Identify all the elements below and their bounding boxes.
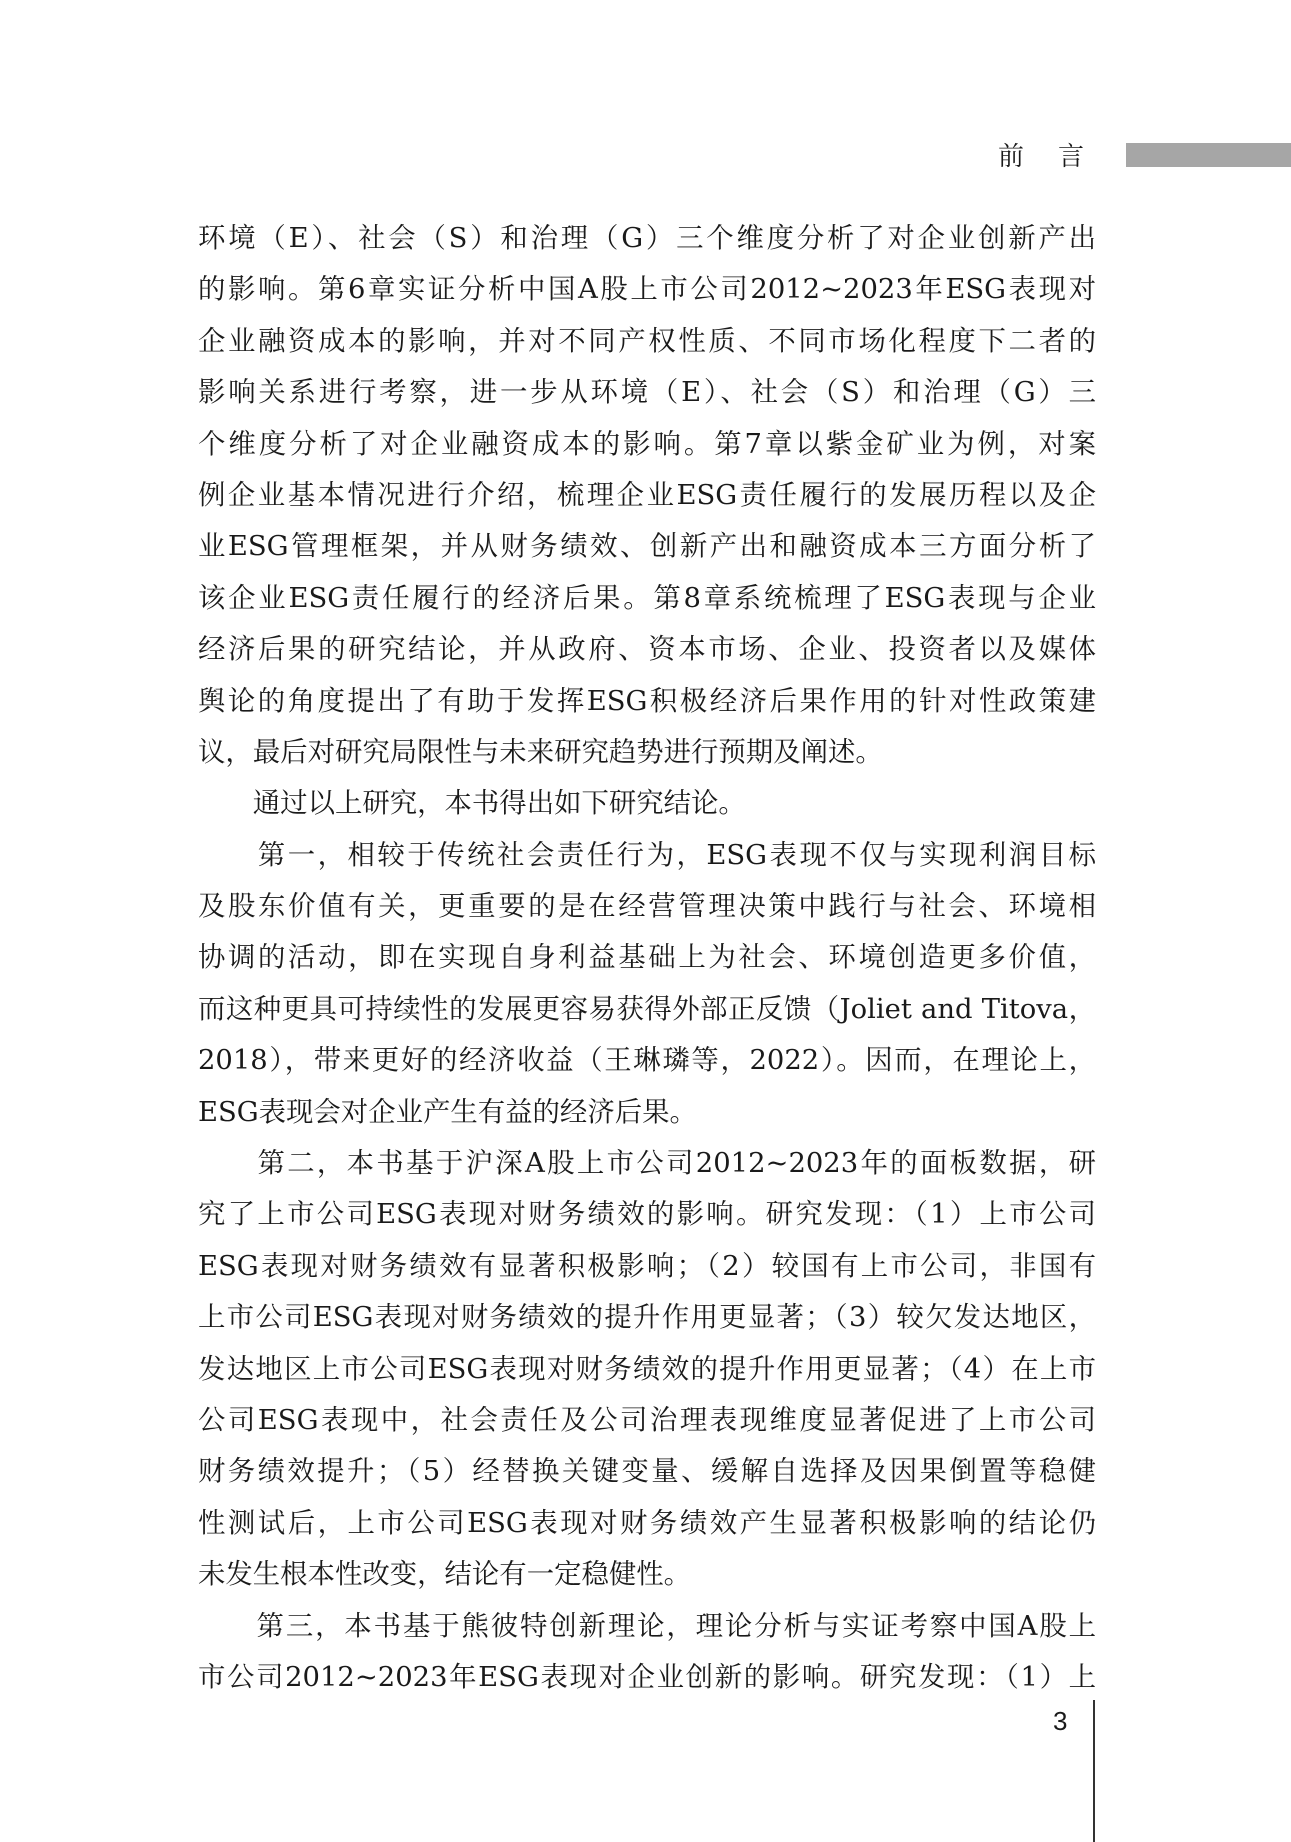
body-text [198,213,1096,1703]
text-line: 例企业基本情况进行介绍，梳理企业ESG责任履行的发展历程以及企 [198,479,1096,511]
text-line: 未发生根本性改变，结论有一定稳健性。 [198,1559,692,1591]
text-line: ESG表现对财务绩效有显著积极影响；（2）较国有上市公司，非国有 [198,1250,1096,1282]
text-line: 2018），带来更好的经济收益（王琳璘等，2022）。因而，在理论上， [198,1045,1096,1077]
page-number-rule [1093,1700,1095,1842]
text-line: 通过以上研究，本书得出如下研究结论。 [198,788,746,820]
text-line: 协调的活动，即在实现自身利益基础上为社会、环境创造更多价值， [198,942,1096,974]
text-line: 企业融资成本的影响，并对不同产权性质、不同市场化程度下二者的 [198,325,1096,357]
text-line: 及股东价值有关，更重要的是在经营管理决策中践行与社会、环境相 [198,891,1096,923]
header-accent-bar [1126,143,1291,167]
text-line: 究了上市公司ESG表现对财务绩效的影响。研究发现：（1）上市公司 [198,1199,1096,1231]
text-line: 舆论的角度提出了有助于发挥ESG积极经济后果作用的针对性政策建 [198,685,1096,717]
text-line: 经济后果的研究结论，并从政府、资本市场、企业、投资者以及媒体 [198,634,1096,666]
text-line: 第三，本书基于熊彼特创新理论，理论分析与实证考察中国A股上 [198,1610,1096,1642]
text-line: 财务绩效提升；（5）经替换关键变量、缓解自选择及因果倒置等稳健 [198,1456,1096,1488]
text-line: 第一，相较于传统社会责任行为，ESG表现不仅与实现利润目标 [198,839,1096,871]
text-line: 而这种更具可持续性的发展更容易获得外部正反馈（Joliet and Titova， [198,993,1096,1025]
text-line: 业ESG管理框架，并从财务绩效、创新产出和融资成本三方面分析了 [198,531,1096,563]
text-line: 上市公司ESG表现对财务绩效的提升作用更显著；（3）较欠发达地区， [198,1302,1096,1334]
page-number: 3 [1053,1706,1068,1736]
text-line: 个维度分析了对企业融资成本的影响。第7章以紫金矿业为例，对案 [198,428,1096,460]
text-line: 公司ESG表现中，社会责任及公司治理表现维度显著促进了上市公司 [198,1404,1096,1436]
text-line: 性测试后，上市公司ESG表现对财务绩效产生显著积极影响的结论仍 [198,1507,1096,1539]
text-line: 发达地区上市公司ESG表现对财务绩效的提升作用更显著；（4）在上市 [198,1353,1096,1385]
text-line: 议，最后对研究局限性与未来研究趋势进行预期及阐述。 [198,736,883,768]
text-line: 影响关系进行考察，进一步从环境（E）、社会（S）和治理（G）三 [198,377,1096,409]
text-line: 环境（E）、社会（S）和治理（G）三个维度分析了对企业创新产出 [198,223,1096,254]
text-line: 市公司2012~2023年ESG表现对企业创新的影响。研究发现：（1）上 [198,1661,1096,1693]
text-line: ESG表现会对企业产生有益的经济后果。 [198,1096,697,1128]
running-header-title: 前言 [998,142,1119,172]
text-line: 的影响。第6章实证分析中国A股上市公司2012~2023年ESG表现对 [198,274,1096,306]
text-line: 该企业ESG责任履行的经济后果。第8章系统梳理了ESG表现与企业 [198,582,1096,614]
text-line: 第二，本书基于沪深A股上市公司2012~2023年的面板数据，研 [198,1148,1096,1180]
